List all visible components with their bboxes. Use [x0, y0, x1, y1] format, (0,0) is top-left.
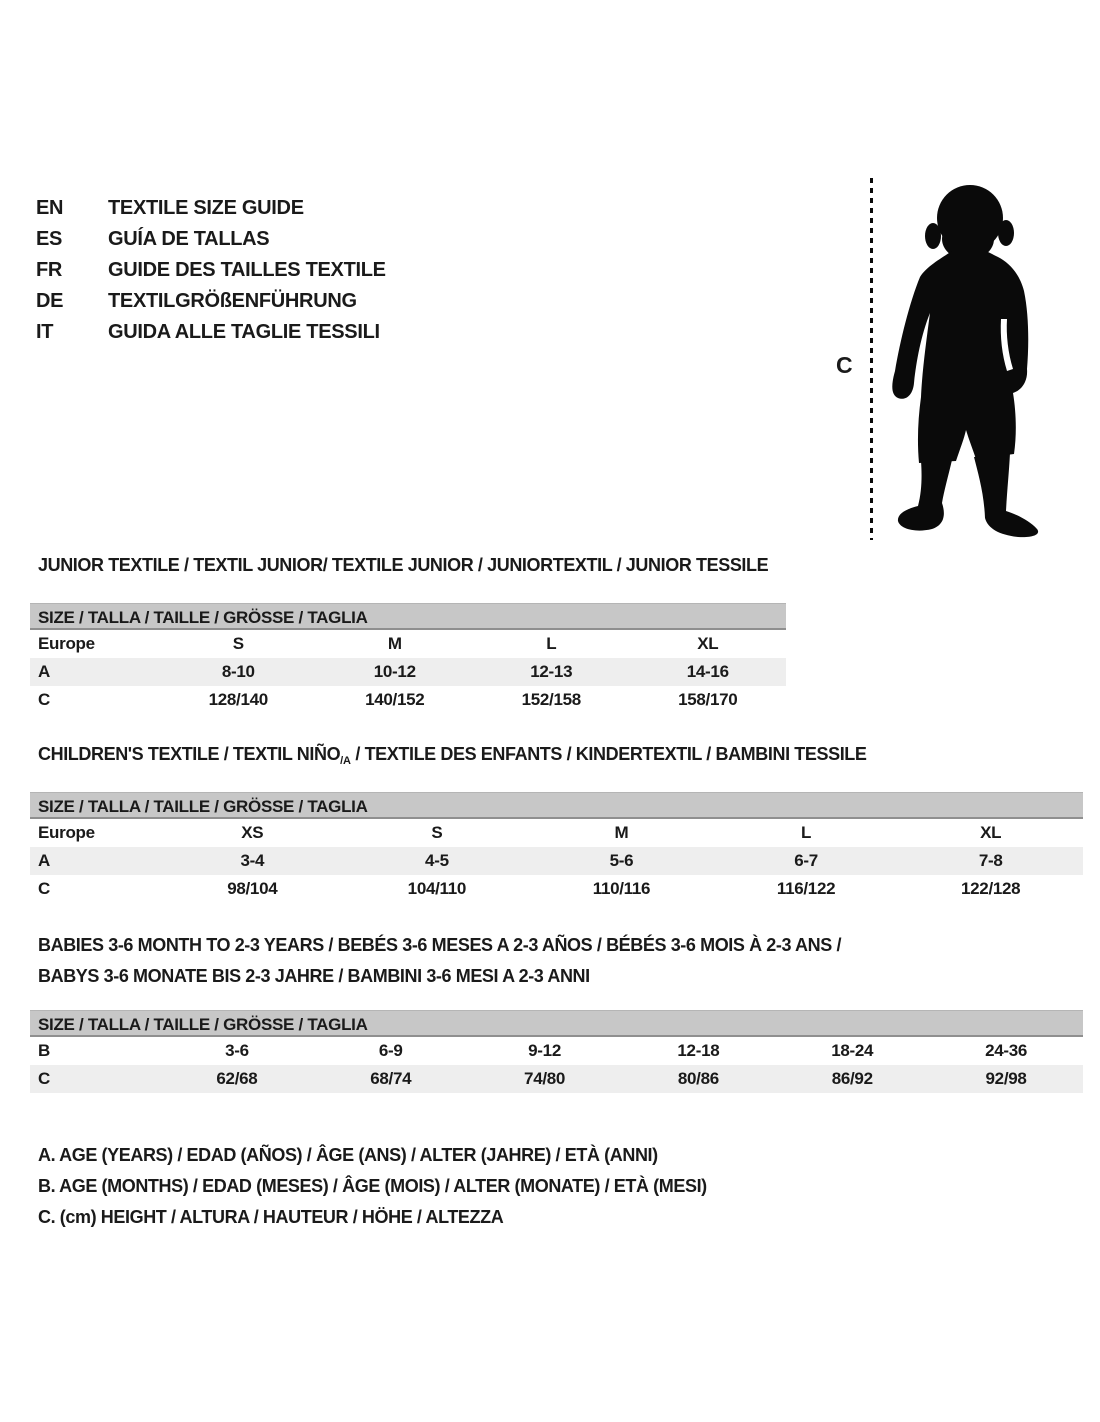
language-code: IT: [36, 321, 54, 343]
table-cell: S: [232, 634, 244, 653]
table-cell: 8-10: [221, 662, 255, 681]
row-label: C: [38, 690, 50, 709]
height-marker-label: C: [836, 352, 853, 378]
children-title-text: / TEXTILE DES ENFANTS / KINDERTEXTIL / BAMBINI TESSILE: [350, 744, 867, 764]
table-cell: 7-8: [978, 851, 1003, 870]
children-section-title: [38, 744, 867, 767]
table-cell: XS: [241, 823, 264, 842]
table-row: [30, 1037, 1083, 1065]
table-cell: 10-12: [373, 662, 416, 681]
table-row: [30, 819, 1083, 847]
table-cell: 12-13: [530, 662, 573, 681]
toddler-silhouette-icon: [888, 173, 1046, 545]
table-cell: 18-24: [831, 1041, 874, 1060]
table-cell: 122/128: [960, 879, 1021, 898]
table-row: [30, 658, 786, 686]
language-label: TEXTILE SIZE GUIDE: [108, 197, 304, 219]
children-title-subscript: /A: [340, 755, 351, 767]
language-label: GUÍA DE TALLAS: [108, 228, 270, 250]
table-cell: S: [431, 823, 443, 842]
table-cell: XL: [980, 823, 1002, 842]
table-cell: 68/74: [370, 1069, 412, 1088]
language-row-en: [36, 193, 386, 224]
legend-line-c: C. (cm) HEIGHT / ALTURA / HAUTEUR / HÖHE / ALTEZZA: [38, 1207, 504, 1227]
table-cell: 62/68: [216, 1069, 258, 1088]
language-guide: [36, 193, 386, 348]
row-label: Europe: [38, 823, 95, 842]
table-cell: L: [546, 634, 557, 653]
table-cell: 116/122: [776, 879, 836, 898]
babies-section-title: [38, 930, 841, 992]
row-label: A: [38, 662, 50, 681]
language-code: DE: [36, 290, 64, 312]
table-cell: 14-16: [686, 662, 729, 681]
table-cell: 24-36: [985, 1041, 1028, 1060]
table-cell: 74/80: [524, 1069, 566, 1088]
size-table-header: SIZE / TALLA / TAILLE / GRÖSSE / TAGLIA: [30, 792, 1083, 819]
language-code: FR: [36, 259, 63, 281]
table-cell: 128/140: [208, 690, 268, 709]
table-cell: 12-18: [677, 1041, 720, 1060]
table-row: [30, 847, 1083, 875]
table-row: [30, 875, 1083, 903]
table-cell: 140/152: [365, 690, 425, 709]
language-row-it: [36, 317, 386, 348]
children-title-text: CHILDREN'S TEXTILE / TEXTIL NIÑO: [38, 744, 341, 764]
table-cell: M: [387, 634, 402, 653]
table-cell: 158/170: [678, 690, 738, 709]
row-label: C: [38, 1069, 50, 1088]
table-cell: 4-5: [425, 851, 449, 870]
language-label: TEXTILGRÖßENFÜHRUNG: [108, 290, 357, 312]
table-cell: XL: [697, 634, 719, 653]
row-label: B: [38, 1041, 50, 1060]
language-row-es: [36, 224, 386, 255]
legend-line-a: A. AGE (YEARS) / EDAD (AÑOS) / ÂGE (ANS) / ALTER (JAHRE) / ETÀ (ANNI): [38, 1145, 658, 1165]
legend-line-b: B. AGE (MONTHS) / EDAD (MESES) / ÂGE (MOIS) / ALTER (MONATE) / ETÀ (MESI): [38, 1176, 707, 1196]
table-cell: 86/92: [831, 1069, 873, 1088]
table-cell: 6-7: [794, 851, 818, 870]
table-cell: 5-6: [609, 851, 634, 870]
table-cell: 6-9: [378, 1041, 403, 1060]
table-cell: 3-6: [225, 1041, 249, 1060]
table-cell: 152/158: [521, 690, 581, 709]
table-cell: 110/116: [592, 879, 651, 898]
table-cell: 92/98: [985, 1069, 1027, 1088]
table-row: [30, 1065, 1083, 1093]
height-dashed-line: [870, 178, 873, 540]
row-label: A: [38, 851, 50, 870]
table-cell: 3-4: [240, 851, 265, 870]
table-cell: 9-12: [528, 1041, 561, 1060]
table-cell: 104/110: [407, 879, 467, 898]
junior-size-table: [30, 603, 786, 714]
size-table-header: SIZE / TALLA / TAILLE / GRÖSSE / TAGLIA: [30, 603, 786, 630]
language-row-fr: [36, 255, 386, 286]
row-label: Europe: [38, 634, 95, 653]
children-size-table: [30, 792, 1083, 903]
language-label: GUIDA ALLE TAGLIE TESSILI: [108, 321, 380, 343]
language-code: ES: [36, 228, 63, 250]
measurement-legend: [38, 1140, 707, 1233]
babies-title-line2: BABYS 3-6 MONATE BIS 2-3 JAHRE / BAMBINI 3-6 MESI A 2-3 ANNI: [38, 966, 590, 986]
babies-title-line1: BABIES 3-6 MONTH TO 2-3 YEARS / BEBÉS 3-6 MESES A 2-3 AÑOS / BÉBÉS 3-6 MOIS À 2-3 ANS /: [38, 935, 842, 955]
babies-size-table: [30, 1010, 1083, 1093]
language-row-de: [36, 286, 386, 317]
table-row: [30, 630, 786, 658]
junior-section-title: JUNIOR TEXTILE / TEXTIL JUNIOR/ TEXTILE JUNIOR / JUNIORTEXTIL / JUNIOR TESSILE: [38, 555, 769, 575]
size-table-header: SIZE / TALLA / TAILLE / GRÖSSE / TAGLIA: [30, 1010, 1083, 1037]
table-cell: L: [801, 823, 812, 842]
table-cell: M: [614, 823, 629, 842]
table-cell: 80/86: [677, 1069, 719, 1088]
table-row: [30, 686, 786, 714]
language-label: GUIDE DES TAILLES TEXTILE: [108, 259, 386, 281]
table-cell: 98/104: [227, 879, 278, 898]
language-code: EN: [36, 197, 64, 219]
row-label: C: [38, 879, 50, 898]
